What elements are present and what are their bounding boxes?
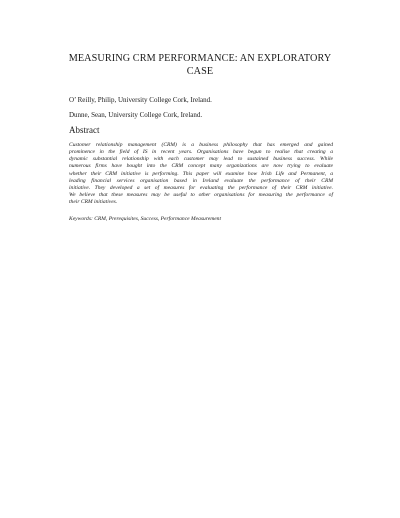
abstract-line: We believe that these measures may be useful to other organisations for measuring the performance of [69,192,333,199]
abstract-heading: Abstract [69,125,100,135]
author-line: Dunne, Sean, University College Cork, Ireland. [69,111,203,119]
abstract-line: leading financial services organisation based in Ireland evaluate the performance of their CRM [69,177,333,184]
keywords-line: Keywords: CRM, Prerequisites, Success, Performance Measurement [69,216,221,222]
abstract-line: numerous firms have bought into the CRM concept many organizations are now trying to evaluate [69,163,333,170]
abstract-line: dynamic substantial relationship with each customer may lead to sustained business success. While [69,156,333,163]
title-line: CASE [186,66,214,77]
abstract-text [69,142,333,206]
abstract-line: their CRM initiatives. [69,199,118,206]
abstract-line: Customer relationship management (CRM) is a business philosophy that has emerged and gained [69,142,333,148]
paper-title [60,52,340,78]
abstract-line: initiative. They developed a set of measures for evaluating the performance of their CRM initiative. [69,184,333,191]
abstract-line: whether their CRM initiative is performing. This paper will examine how Irish Life and Permanent, a [69,170,333,177]
author-line: O’ Reilly, Philip, University College Cork, Ireland. [69,96,212,104]
title-line: MEASURING CRM PERFORMANCE: AN EXPLORATORY [68,53,332,64]
abstract-line: prominence in the field of IS in recent years. Organisations have begun to realise that creating a [69,149,333,156]
